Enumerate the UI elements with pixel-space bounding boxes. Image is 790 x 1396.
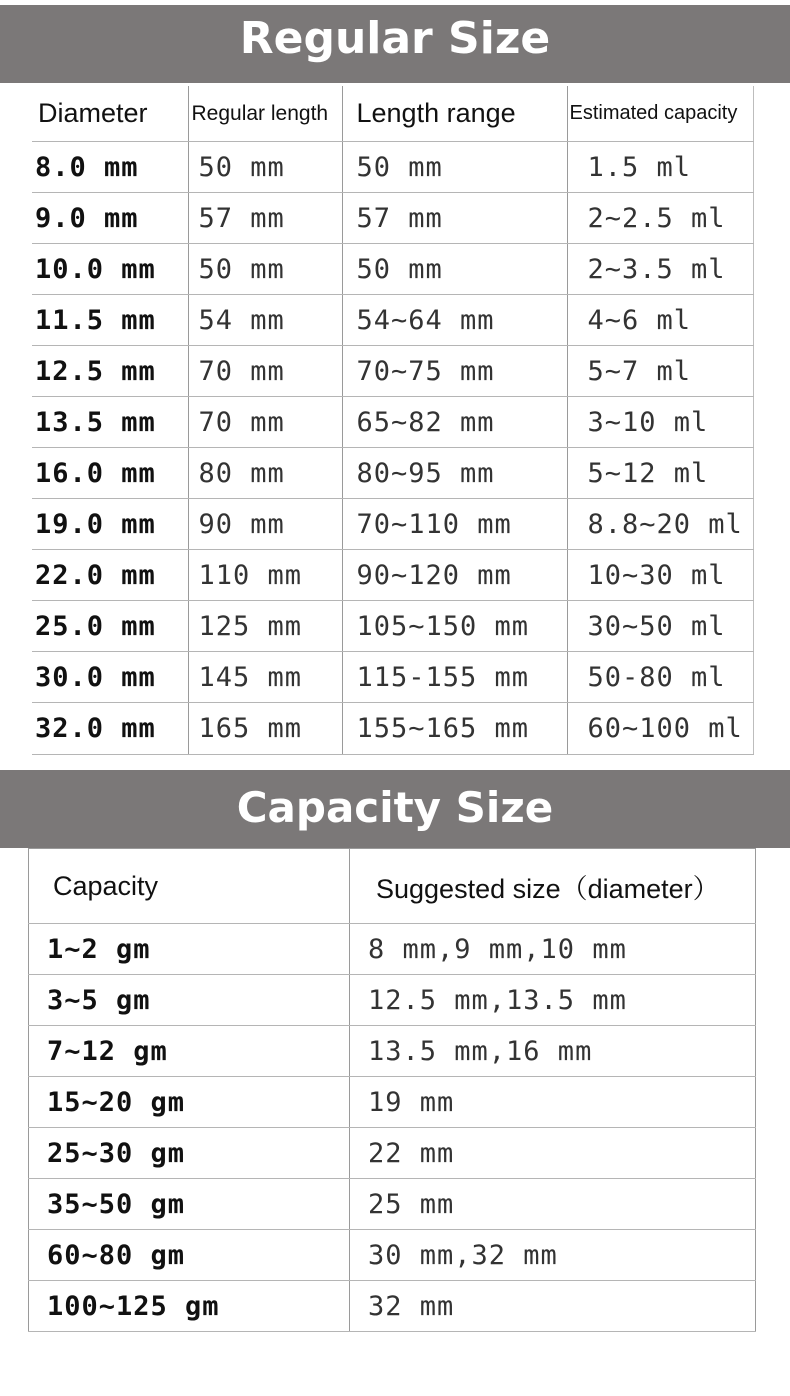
table-row — [29, 1128, 756, 1179]
estimated-capacity-cell: 3~10 ml — [567, 397, 753, 448]
header-capacity: Capacity — [29, 849, 350, 924]
regular-length-cell: 57 mm — [188, 193, 342, 244]
suggested-size-cell: 8 mm,9 mm,10 mm — [350, 924, 756, 975]
table-row — [29, 975, 756, 1026]
length-range-cell: 115-155 mm — [342, 652, 567, 703]
suggested-size-cell: 13.5 mm,16 mm — [350, 1026, 756, 1077]
suggested-size-cell: 19 mm — [350, 1077, 756, 1128]
table-row — [29, 1230, 756, 1281]
length-range-cell: 57 mm — [342, 193, 567, 244]
table-header-row — [29, 849, 756, 924]
suggested-size-cell: 30 mm,32 mm — [350, 1230, 756, 1281]
estimated-capacity-cell: 2~3.5 ml — [567, 244, 753, 295]
table-row — [29, 1179, 756, 1230]
estimated-capacity-cell: 4~6 ml — [567, 295, 753, 346]
capacity-size-banner: Capacity Size — [0, 770, 790, 848]
estimated-capacity-cell: 50-80 ml — [567, 652, 753, 703]
table-row — [29, 1281, 756, 1332]
length-range-cell: 70~75 mm — [342, 346, 567, 397]
length-range-cell: 80~95 mm — [342, 448, 567, 499]
header-diameter: Diameter — [32, 86, 188, 142]
diameter-cell: 9.0 mm — [32, 193, 188, 244]
diameter-cell: 30.0 mm — [32, 652, 188, 703]
regular-length-cell: 50 mm — [188, 142, 342, 193]
capacity-cell: 25~30 gm — [29, 1128, 350, 1179]
table-row — [32, 703, 753, 755]
table-row — [32, 244, 753, 295]
regular-length-cell: 70 mm — [188, 397, 342, 448]
capacity-cell: 60~80 gm — [29, 1230, 350, 1281]
diameter-cell: 12.5 mm — [32, 346, 188, 397]
suggested-size-cell: 12.5 mm,13.5 mm — [350, 975, 756, 1026]
length-range-cell: 65~82 mm — [342, 397, 567, 448]
diameter-cell: 19.0 mm — [32, 499, 188, 550]
capacity-size-table — [28, 848, 756, 1332]
table-row — [29, 1026, 756, 1077]
suggested-size-cell: 22 mm — [350, 1128, 756, 1179]
regular-length-cell: 165 mm — [188, 703, 342, 755]
capacity-cell: 3~5 gm — [29, 975, 350, 1026]
capacity-size-table-body — [29, 924, 756, 1332]
diameter-cell: 13.5 mm — [32, 397, 188, 448]
table-row — [32, 499, 753, 550]
estimated-capacity-cell: 5~12 ml — [567, 448, 753, 499]
capacity-cell: 100~125 gm — [29, 1281, 350, 1332]
table-row — [32, 397, 753, 448]
regular-size-table-body — [32, 142, 753, 755]
regular-size-table — [32, 86, 754, 755]
estimated-capacity-cell: 10~30 ml — [567, 550, 753, 601]
table-row — [29, 1077, 756, 1128]
table-row — [32, 601, 753, 652]
length-range-cell: 50 mm — [342, 244, 567, 295]
estimated-capacity-cell: 1.5 ml — [567, 142, 753, 193]
header-estimated-capacity: Estimated capacity — [567, 86, 753, 142]
capacity-cell: 35~50 gm — [29, 1179, 350, 1230]
length-range-cell: 70~110 mm — [342, 499, 567, 550]
table-row — [32, 295, 753, 346]
length-range-cell: 155~165 mm — [342, 703, 567, 755]
diameter-cell: 8.0 mm — [32, 142, 188, 193]
length-range-cell: 90~120 mm — [342, 550, 567, 601]
capacity-cell: 7~12 gm — [29, 1026, 350, 1077]
diameter-cell: 25.0 mm — [32, 601, 188, 652]
regular-length-cell: 110 mm — [188, 550, 342, 601]
estimated-capacity-cell: 60~100 ml — [567, 703, 753, 755]
length-range-cell: 50 mm — [342, 142, 567, 193]
estimated-capacity-cell: 2~2.5 ml — [567, 193, 753, 244]
regular-size-banner: Regular Size — [0, 5, 790, 83]
regular-length-cell: 80 mm — [188, 448, 342, 499]
table-row — [32, 652, 753, 703]
header-suggested-size: Suggested size（diameter） — [350, 849, 756, 924]
diameter-cell: 11.5 mm — [32, 295, 188, 346]
capacity-cell: 1~2 gm — [29, 924, 350, 975]
table-row — [29, 924, 756, 975]
suggested-size-cell: 32 mm — [350, 1281, 756, 1332]
regular-length-cell: 145 mm — [188, 652, 342, 703]
diameter-cell: 22.0 mm — [32, 550, 188, 601]
table-header-row — [32, 86, 753, 142]
table-row — [32, 448, 753, 499]
estimated-capacity-cell: 5~7 ml — [567, 346, 753, 397]
length-range-cell: 54~64 mm — [342, 295, 567, 346]
table-row — [32, 193, 753, 244]
regular-length-cell: 50 mm — [188, 244, 342, 295]
diameter-cell: 10.0 mm — [32, 244, 188, 295]
capacity-cell: 15~20 gm — [29, 1077, 350, 1128]
regular-length-cell: 125 mm — [188, 601, 342, 652]
diameter-cell: 16.0 mm — [32, 448, 188, 499]
regular-length-cell: 70 mm — [188, 346, 342, 397]
table-row — [32, 142, 753, 193]
suggested-size-cell: 25 mm — [350, 1179, 756, 1230]
header-length-range: Length range — [342, 86, 567, 142]
length-range-cell: 105~150 mm — [342, 601, 567, 652]
header-regular-length: Regular length — [188, 86, 342, 142]
table-row — [32, 550, 753, 601]
regular-length-cell: 54 mm — [188, 295, 342, 346]
estimated-capacity-cell: 8.8~20 ml — [567, 499, 753, 550]
regular-length-cell: 90 mm — [188, 499, 342, 550]
diameter-cell: 32.0 mm — [32, 703, 188, 755]
table-row — [32, 346, 753, 397]
estimated-capacity-cell: 30~50 ml — [567, 601, 753, 652]
